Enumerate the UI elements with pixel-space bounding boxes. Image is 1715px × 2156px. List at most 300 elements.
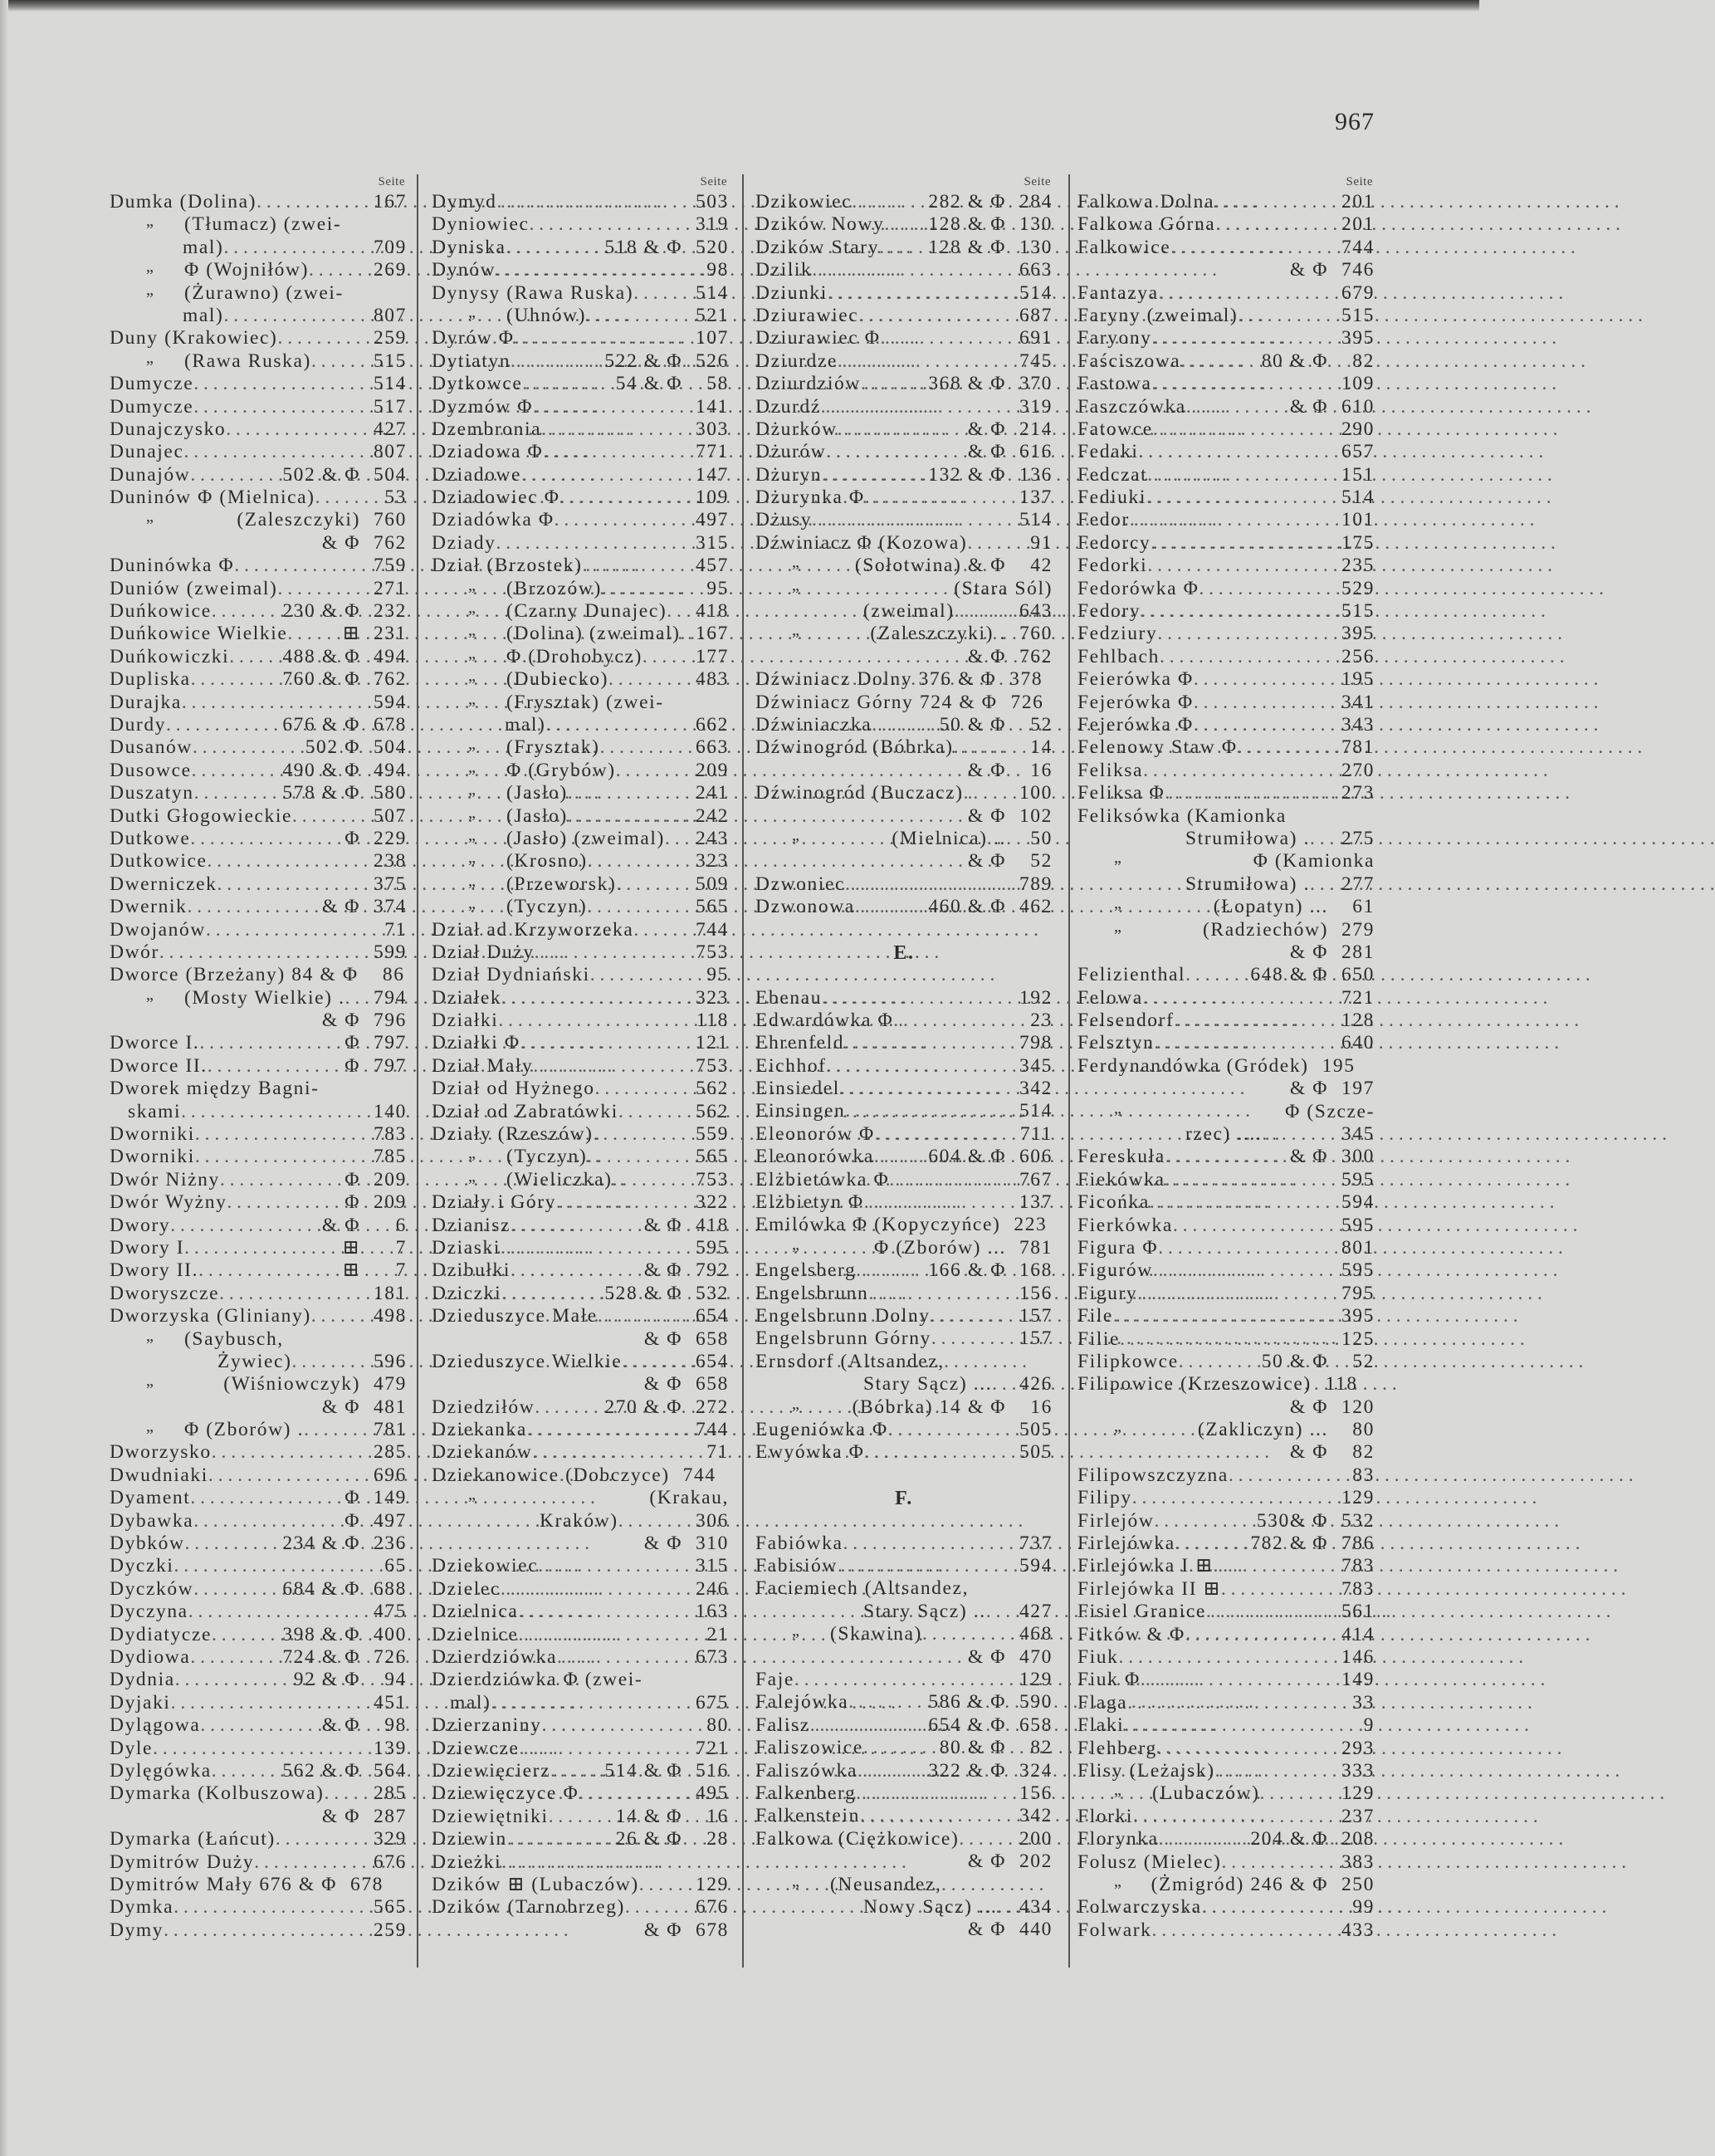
index-entry	[110, 1237, 407, 1259]
leader-dots	[1150, 1191, 1328, 1214]
leader-dots	[164, 1919, 360, 1942]
page-reference: 209	[695, 759, 729, 781]
page-reference: 241	[695, 782, 729, 804]
page-reference: 242	[695, 804, 729, 827]
ditto-mark: „	[146, 985, 155, 1004]
place-name: Dusanów	[110, 736, 193, 759]
page-reference: 783	[373, 1123, 407, 1146]
place-name: (Bóbrka) 14 & Φ	[852, 1396, 1006, 1418]
place-name: (Tyczyn)	[506, 896, 588, 918]
page-reference: 475	[373, 1601, 407, 1623]
page-reference: 9	[1363, 1714, 1375, 1737]
page-reference: 468	[1019, 1623, 1053, 1645]
ditto-mark: „	[468, 848, 477, 868]
leader-dots	[1206, 1601, 1328, 1623]
index-entry	[1077, 418, 1375, 441]
page-reference: 80	[706, 1714, 729, 1737]
index-entry	[755, 213, 1053, 236]
place-name: Figury	[1077, 1282, 1138, 1304]
page-reference: 565	[373, 1896, 407, 1919]
page-reference: 662	[695, 713, 729, 736]
place-name: Dybawka	[110, 1509, 194, 1532]
page-reference: 121	[695, 1032, 729, 1054]
index-entry	[110, 213, 407, 236]
place-name: Dziady	[432, 531, 496, 554]
place-name: (Frysztak)	[506, 736, 600, 759]
index-entry	[110, 1782, 407, 1805]
page-reference-extra: 26 & Φ	[615, 1828, 682, 1850]
place-name: Dyzmów Φ	[432, 395, 534, 418]
place-name: Falejówka	[755, 1691, 849, 1714]
leader-dots	[181, 1101, 360, 1123]
place-name: Φ (Drohobycz)	[506, 645, 643, 667]
index-entry	[755, 1169, 1053, 1191]
place-name: Dyczyna	[110, 1601, 188, 1623]
index-entry	[755, 441, 1053, 463]
place-name: Filie	[1077, 1327, 1121, 1350]
section-letter-heading	[755, 919, 1053, 987]
page-reference: 324	[1019, 1759, 1053, 1782]
leader-dots	[496, 259, 682, 281]
ditto-mark: „	[1114, 894, 1123, 913]
leader-dots	[193, 1578, 281, 1601]
page-reference: 658	[1019, 1714, 1053, 1736]
index-entry	[1077, 805, 1375, 828]
place-name: Fedorcy	[1077, 531, 1151, 554]
leader-dots	[208, 1055, 343, 1078]
leader-dots	[845, 1100, 1006, 1122]
place-name: Dżusy	[755, 509, 813, 531]
index-entry	[1077, 1828, 1375, 1850]
page-reference: 658	[695, 1373, 729, 1396]
index-entry	[110, 668, 407, 691]
ditto-mark: „	[792, 1234, 801, 1254]
page-reference: 494	[373, 645, 407, 667]
index-entry	[110, 919, 407, 941]
index-entry	[755, 1714, 1053, 1737]
page-reference: 434	[1019, 1895, 1053, 1918]
page-reference-extra: & Φ	[1289, 1441, 1328, 1464]
leader-dots	[188, 1601, 360, 1623]
leader-dots	[171, 1692, 360, 1714]
place-name: Duńkowice	[110, 600, 212, 623]
place-name: Dwerniczek	[110, 873, 217, 895]
page-reference: 98	[706, 259, 729, 281]
page-reference: 658	[695, 1327, 729, 1350]
index-entry	[432, 1601, 729, 1623]
page-reference: 590	[1019, 1691, 1053, 1714]
leader-dots	[583, 555, 682, 577]
leader-dots	[535, 1396, 603, 1419]
page-reference-extra: 684 & Φ	[282, 1577, 360, 1600]
page-reference: 762	[373, 531, 407, 554]
page-reference: 495	[695, 1782, 729, 1805]
page-reference: 520	[695, 236, 729, 258]
place-name: Fedor	[1077, 509, 1130, 531]
index-entry	[110, 692, 407, 714]
place-name: Dzielnice	[432, 1623, 519, 1645]
place-name: Dupliska	[110, 668, 191, 691]
index-entry	[1077, 1010, 1375, 1032]
page-reference: 595	[695, 1236, 729, 1259]
place-name: Fiuk	[1077, 1646, 1119, 1668]
place-name: Feliksa	[1077, 759, 1144, 781]
index-entry	[755, 464, 1053, 486]
place-name: Dwernik	[110, 896, 188, 918]
page-reference: 149	[1341, 1669, 1375, 1691]
place-name: Dwojanów	[110, 918, 206, 941]
place-name: Φ (Grybów)	[506, 759, 616, 781]
page-reference: 676	[695, 1896, 729, 1919]
page-reference-extra: 514 & Φ	[604, 1759, 682, 1782]
page-reference: 306	[695, 1509, 729, 1532]
leader-dots	[1185, 964, 1248, 986]
index-entry	[110, 1669, 407, 1691]
index-entry	[1077, 1782, 1375, 1805]
index-entry	[432, 464, 729, 486]
page-reference: 341	[1341, 691, 1375, 713]
index-entry	[1077, 1283, 1375, 1305]
page-reference: 300	[1341, 1146, 1375, 1168]
leader-dots	[872, 714, 937, 736]
place-name: Faryony	[1077, 327, 1152, 350]
index-entry	[1077, 1646, 1375, 1669]
page-reference-extra: & Φ	[321, 1010, 360, 1032]
index-entry	[755, 1234, 1053, 1259]
leader-dots	[665, 828, 682, 850]
index-column-3	[755, 173, 1053, 1942]
page-reference: 200	[1019, 1827, 1053, 1850]
page-reference: 129	[1019, 1669, 1053, 1691]
page-reference: 505	[1019, 1441, 1053, 1464]
leader-dots	[794, 1669, 1006, 1691]
leader-dots	[622, 1351, 682, 1373]
place-name: Dwory	[110, 1214, 171, 1236]
index-entry	[755, 782, 1053, 804]
place-name: Dzielnica	[432, 1601, 519, 1623]
index-entry	[1077, 987, 1375, 1010]
page-reference: 521	[695, 304, 729, 326]
page-reference: 451	[373, 1691, 407, 1714]
page-reference: 95	[706, 964, 729, 986]
page-reference-extra: Φ	[344, 1509, 360, 1532]
page-reference: 767	[1019, 1168, 1053, 1190]
place-name: Duńkowiczki	[110, 645, 230, 667]
page-reference: 744	[1341, 236, 1375, 258]
index-entry	[1077, 668, 1375, 691]
index-entry	[1077, 1032, 1375, 1054]
page-reference: 783	[1341, 1555, 1375, 1577]
page-reference-extra: 676 & Φ	[282, 713, 360, 736]
index-entry	[110, 464, 407, 486]
page-reference: 457	[695, 555, 729, 577]
index-entry	[110, 1578, 407, 1601]
column-header-seite: Seite	[1346, 175, 1373, 188]
index-entry	[110, 850, 407, 873]
index-entry	[755, 1259, 1053, 1282]
index-entry	[755, 1396, 1053, 1419]
page-reference-extra: 132 & Φ	[928, 463, 1006, 486]
leader-dots	[840, 1078, 1006, 1100]
place-name: Ferdynandówka (Gródek)	[1077, 1054, 1309, 1077]
place-name: (Czarny Dunajec)	[506, 600, 667, 623]
leader-dots	[1170, 237, 1328, 259]
place-name: Dżurków	[755, 418, 838, 440]
leader-dots	[861, 373, 926, 395]
place-name: (Brzozów)	[506, 577, 602, 599]
index-entry	[110, 782, 407, 804]
page-reference: 462	[1019, 896, 1053, 918]
page-reference: 281	[1341, 941, 1375, 963]
place-name: Dziewiętniki	[432, 1805, 549, 1827]
page-reference: 214	[1019, 418, 1053, 440]
index-entry	[755, 327, 1053, 350]
place-name: Fabisiów	[755, 1555, 838, 1577]
place-name: (Tyczyn)	[506, 1146, 588, 1168]
leader-dots	[639, 1874, 682, 1896]
place-name: Dzików ⊞ (Lubaczów)	[432, 1873, 639, 1895]
page-reference: 673	[695, 1646, 729, 1668]
index-entry	[432, 532, 729, 555]
place-name: Dźwiniaczka	[755, 713, 872, 736]
place-name: (Uhnów)	[506, 304, 587, 326]
place-name: Dymy	[110, 1919, 164, 1941]
place-name: Dutkowe	[110, 827, 191, 849]
leader-dots	[812, 259, 1006, 281]
page-reference: 343	[1341, 713, 1375, 736]
ditto-mark: „	[468, 302, 477, 321]
index-entry	[1077, 396, 1375, 418]
page-reference: 95	[706, 577, 729, 599]
leader-dots	[1175, 1010, 1328, 1032]
page-reference: 783	[1341, 1577, 1375, 1600]
page-reference: 82	[1030, 1737, 1053, 1759]
place-name: Engelsberg	[755, 1259, 857, 1282]
leader-dots	[511, 1259, 643, 1282]
page-reference: 479	[373, 1373, 407, 1396]
page-reference: 21	[706, 1623, 729, 1645]
page-reference-extra: & Φ	[321, 1714, 360, 1737]
index-entry	[1077, 1578, 1375, 1601]
index-entry	[432, 1032, 729, 1054]
page-reference: 781	[373, 1419, 407, 1441]
index-entry	[110, 600, 407, 623]
index-entry	[1077, 1601, 1375, 1623]
leader-dots	[287, 623, 340, 645]
index-entry	[432, 1828, 729, 1850]
page-reference: 753	[695, 1054, 729, 1077]
page-reference: 322	[695, 1191, 729, 1214]
place-name: Ewyówka Φ	[755, 1441, 865, 1464]
page-reference: 616	[1019, 441, 1053, 463]
leader-dots	[1215, 1760, 1328, 1782]
index-entry	[432, 1578, 729, 1601]
leader-dots	[821, 396, 1006, 418]
place-name: Dyle	[110, 1737, 154, 1759]
page-reference: 657	[1341, 441, 1375, 463]
index-entry	[432, 1646, 729, 1669]
index-entry	[432, 259, 729, 281]
page-reference: 504	[373, 736, 407, 759]
index-entry	[110, 282, 407, 305]
page-reference: 156	[1019, 1282, 1053, 1304]
page-reference-extra: Φ	[344, 1054, 360, 1077]
page-reference: 497	[695, 509, 729, 531]
page-reference: 285	[373, 1441, 407, 1464]
place-name: (Tłumacz) (zwei-	[184, 213, 342, 236]
leader-dots	[931, 1327, 1006, 1350]
leader-dots	[600, 736, 682, 759]
place-name: Duninów Φ (Mielnica)	[110, 486, 315, 509]
leader-dots	[199, 1032, 343, 1054]
place-name: Fedorki	[1077, 555, 1148, 577]
place-name: Einsingen	[755, 1100, 846, 1122]
leader-dots	[501, 1237, 682, 1259]
leader-dots	[159, 941, 360, 964]
leader-dots	[324, 1782, 360, 1805]
page-reference: 237	[1341, 1805, 1375, 1827]
page-reference-extra: & Φ	[1289, 941, 1328, 963]
leader-dots	[874, 1146, 926, 1168]
page-reference: 175	[1341, 531, 1375, 554]
index-entry	[755, 1078, 1053, 1100]
index-entry	[755, 1805, 1053, 1827]
page-reference: 745	[1019, 350, 1053, 372]
page-reference-extra: 368 & Φ	[928, 373, 1006, 395]
place-name: Fedczat	[1077, 463, 1148, 486]
page-reference: 796	[373, 1010, 407, 1032]
leader-dots	[538, 1555, 682, 1577]
index-entry	[110, 1169, 407, 1191]
place-name: (Zaleszczyki) .	[870, 623, 1006, 645]
leader-dots	[1165, 1146, 1288, 1168]
page-reference: 418	[695, 1214, 729, 1236]
index-entry	[110, 1555, 407, 1577]
place-name: Fatowce	[1077, 418, 1153, 440]
page-reference-extra: & Φ	[967, 1645, 1006, 1668]
place-name: Stary Sącz) ...	[863, 1373, 993, 1396]
index-entry	[432, 486, 729, 509]
leader-dots	[208, 850, 360, 873]
index-column-1	[110, 173, 407, 1942]
leader-dots	[220, 1169, 343, 1191]
page-reference: 498	[373, 1305, 407, 1327]
place-name: Felsztyn	[1077, 1032, 1155, 1054]
ditto-mark: „	[468, 780, 477, 799]
place-name: Fisiel Granice	[1077, 1601, 1206, 1623]
page-reference: 562	[695, 1078, 729, 1100]
page-reference: 303	[695, 418, 729, 440]
place-name: Dyczki	[110, 1555, 174, 1577]
place-name: Faliszówka	[755, 1759, 858, 1782]
ditto-mark: „	[792, 575, 801, 594]
place-name: Dziadowa Φ	[432, 441, 544, 463]
index-entry	[755, 850, 1053, 873]
place-name: Fedorówka Φ	[1077, 577, 1200, 599]
place-name: Faciemiech (Altsandez,	[755, 1577, 970, 1600]
ditto-mark: „	[1114, 848, 1123, 868]
place-name: Dydiowa	[110, 1646, 191, 1668]
page-reference: 28	[706, 1828, 729, 1850]
leader-dots	[527, 1419, 682, 1441]
index-entry	[432, 1533, 729, 1555]
leader-dots	[208, 1464, 360, 1487]
place-name: Dziurawiec	[755, 304, 859, 326]
leader-dots	[192, 760, 281, 782]
index-entry	[755, 282, 1053, 305]
page-reference: 795	[1341, 1282, 1375, 1304]
page-reference: 721	[695, 1737, 729, 1759]
index-entry	[1077, 1624, 1375, 1646]
leader-dots	[1154, 1510, 1254, 1533]
leader-dots	[1133, 1806, 1328, 1828]
place-name: Dzieżki	[432, 1850, 502, 1873]
page-reference: 16	[1030, 759, 1053, 781]
leader-dots	[667, 600, 682, 623]
leader-dots	[1202, 1896, 1328, 1919]
ditto-mark: „	[468, 575, 477, 594]
leader-dots	[1194, 692, 1328, 714]
page-reference-extra: & Φ	[643, 1533, 682, 1555]
index-entry	[755, 1691, 1053, 1714]
leader-dots	[1119, 1646, 1329, 1669]
page-reference-extra: 528 & Φ	[604, 1282, 682, 1304]
index-entry	[110, 509, 407, 531]
index-entry	[110, 1601, 407, 1623]
index-entry	[1077, 509, 1375, 531]
ditto-mark: „	[468, 599, 477, 618]
index-entry	[110, 1464, 407, 1487]
index-entry	[755, 1533, 1053, 1555]
leader-dots	[992, 1373, 1006, 1396]
index-entry	[432, 1919, 729, 1942]
page-reference: 33	[1352, 1691, 1375, 1714]
leader-dots	[194, 782, 281, 804]
place-name: Dziadowiec Φ	[432, 486, 560, 509]
leader-dots	[826, 441, 966, 463]
place-name: Fehlbach	[1077, 645, 1160, 667]
index-entry	[1077, 486, 1375, 509]
place-name: (Jasło)	[506, 782, 568, 804]
index-entry	[432, 1806, 729, 1828]
place-name: Dzierzaniny	[432, 1714, 542, 1737]
page-reference: 195	[1341, 668, 1375, 691]
index-entry	[1077, 1919, 1375, 1942]
index-entry	[755, 1782, 1053, 1805]
place-name: Dydnia	[110, 1669, 175, 1691]
ditto-mark: „	[146, 257, 155, 276]
place-name: Dziadowe	[432, 463, 522, 486]
place-name: Dynysy (Rawa Ruska)	[432, 281, 634, 304]
index-entry	[110, 1692, 407, 1714]
place-name: Dzieduszyce Małe	[432, 1305, 598, 1327]
column-header-seite: Seite	[1024, 175, 1051, 188]
leader-dots	[1154, 1032, 1328, 1054]
page-reference: 231	[373, 623, 407, 645]
place-name: Ebenau	[755, 986, 823, 1009]
place-name: Dyniska	[432, 236, 506, 258]
place-name: Faryny (zweimal)	[1077, 304, 1239, 326]
page-reference: 514	[373, 373, 407, 395]
leader-dots	[212, 1760, 281, 1782]
place-name: Florki	[1077, 1805, 1134, 1827]
leader-dots	[931, 1305, 1006, 1327]
leader-dots	[594, 1123, 682, 1146]
place-name: (Jasło)	[506, 804, 568, 827]
page-reference: 595	[1341, 1214, 1375, 1236]
page-reference: 273	[1341, 782, 1375, 804]
place-name: Dwór Wyżny	[110, 1191, 227, 1214]
